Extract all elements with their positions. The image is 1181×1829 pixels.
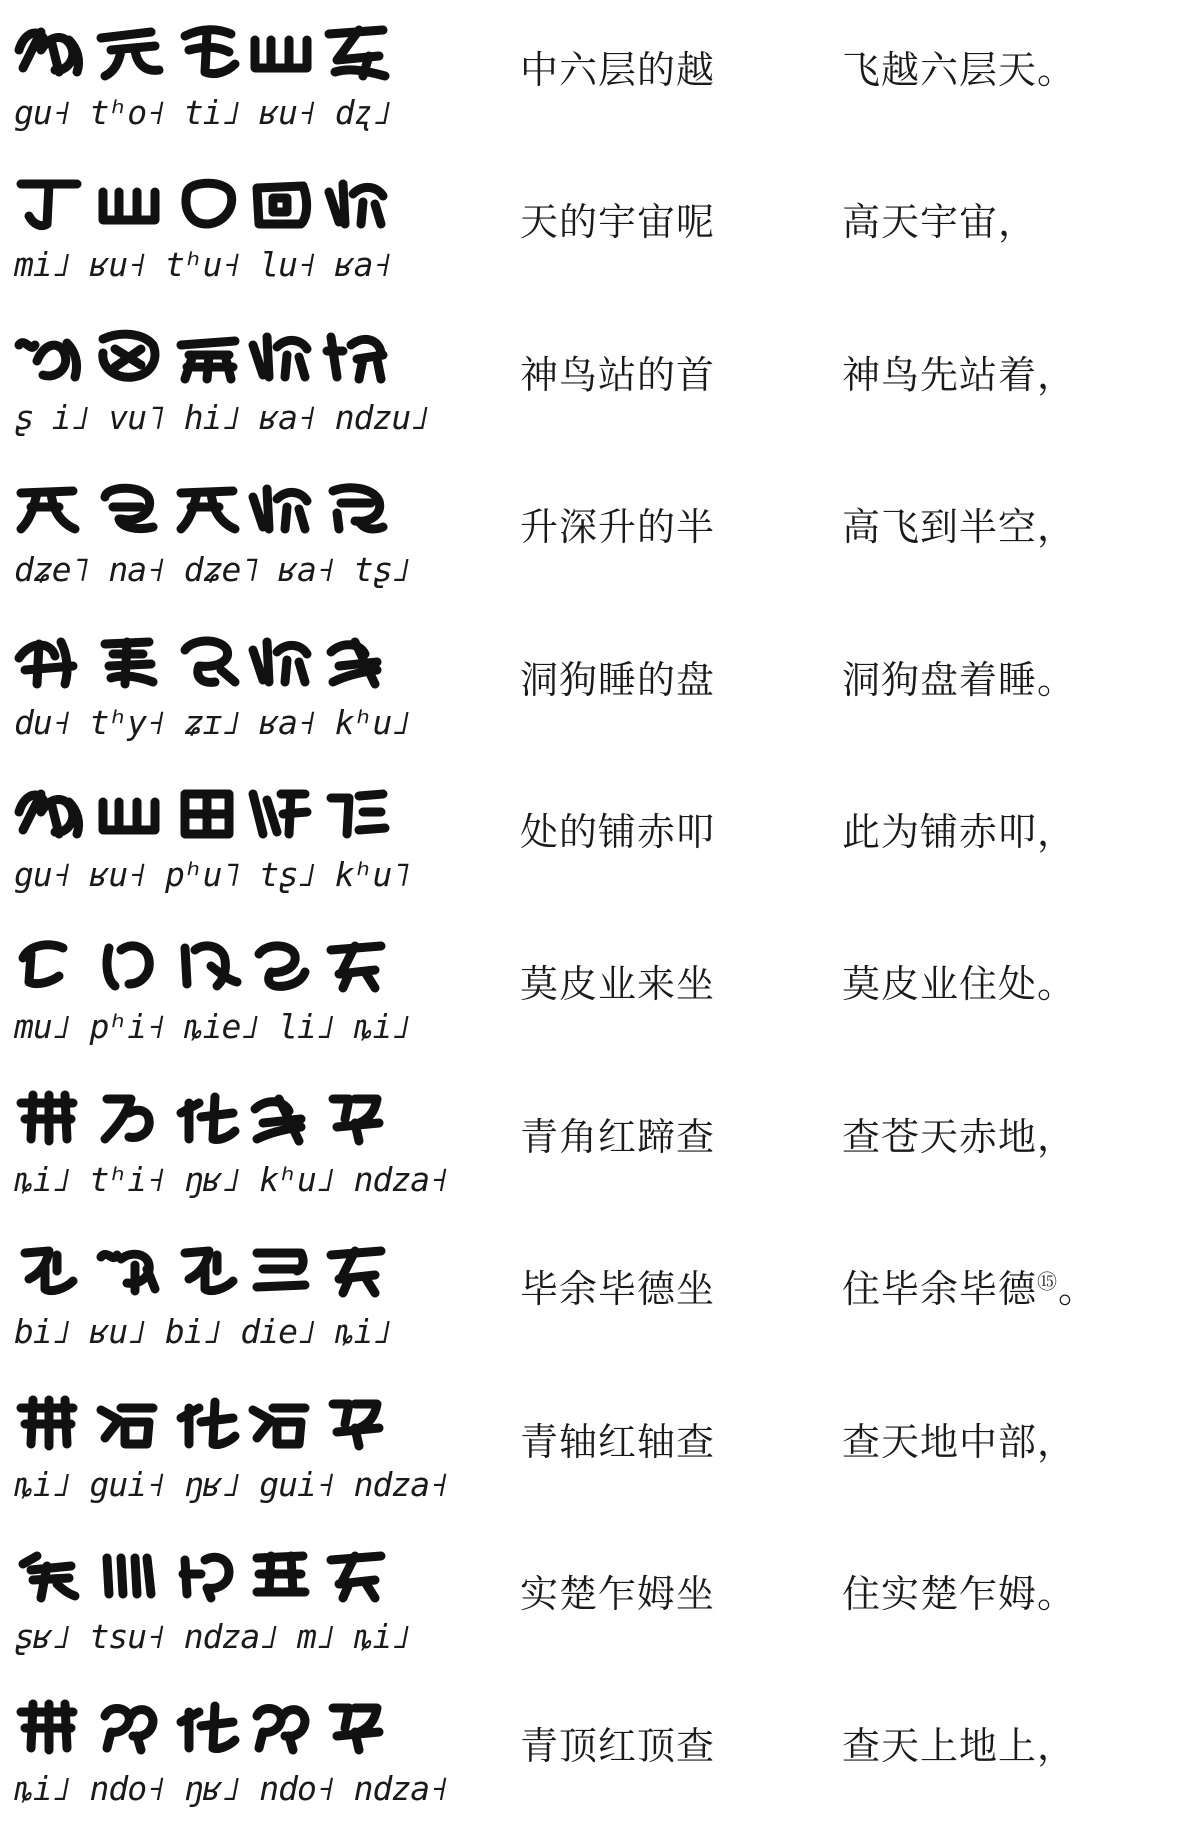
verse-row — [0, 1676, 1181, 1828]
script-glyph-line — [10, 156, 450, 240]
translation-text: 住实楚乍姆。 — [842, 1572, 1077, 1616]
script-cell — [10, 461, 450, 601]
script-cell — [10, 918, 450, 1058]
script-glyph-f — [10, 162, 88, 238]
script-glyph-l — [170, 315, 248, 391]
translation-text: 飞越六层天。 — [842, 48, 1077, 92]
script-glyph-p — [318, 467, 396, 543]
script-glyph-o — [90, 467, 168, 543]
script-glyph-bb — [318, 1534, 396, 1610]
translation-text: 莫皮业住处。 — [842, 962, 1077, 1006]
translation-text: 住毕余毕德 — [842, 1267, 1038, 1311]
phonetic-transcription: mu˩ pʰi˧ ȵie˩ li˩ ȵi˩ — [14, 1007, 411, 1046]
script-glyph-hh — [90, 1229, 168, 1305]
script-glyph-n — [10, 467, 88, 543]
literal-gloss: 神鸟站的首 — [520, 353, 716, 397]
script-glyph-cc — [10, 1077, 88, 1153]
script-glyph-ff — [318, 1686, 396, 1762]
script-glyph-line — [10, 1528, 450, 1612]
script-glyph-oo — [242, 1686, 320, 1762]
script-glyph-dd — [90, 1077, 168, 1153]
script-glyph-h — [242, 162, 320, 238]
free-translation — [842, 345, 1076, 405]
free-translation — [842, 1564, 1076, 1624]
translation-text: 高天宇宙， — [842, 200, 1038, 244]
phonetic-transcription: ȵi˩ ndo˧ ŋʁ˩ ndo˧ ndza˧ — [14, 1769, 448, 1808]
translation-text: 查苍天赤地， — [842, 1115, 1077, 1159]
script-glyph-oo — [90, 1686, 168, 1762]
script-glyph-k — [90, 315, 168, 391]
script-glyph-b — [90, 10, 168, 86]
script-glyph-bb — [318, 1229, 396, 1305]
script-glyph-i — [242, 620, 320, 696]
script-cell — [10, 1071, 450, 1211]
script-cell — [10, 1680, 450, 1820]
verse-row — [0, 0, 1181, 152]
script-glyph-cc — [10, 1382, 88, 1458]
free-translation — [842, 802, 1076, 862]
script-glyph-cc — [10, 1686, 88, 1762]
literal-gloss: 青角红蹄查 — [520, 1115, 716, 1159]
script-cell — [10, 156, 450, 296]
script-glyph-line — [10, 309, 450, 393]
script-glyph-a — [10, 10, 88, 86]
phonetic-transcription: ʂ i˩ vu˥ hi˩ ʁa˧ ndzu˩ — [14, 398, 430, 437]
script-glyph-ii — [242, 1229, 320, 1305]
translation-text: 此为铺赤叩， — [842, 810, 1077, 854]
phonetic-transcription: dʑe˥ na˧ dʑe˥ ʁa˧ tʂ˩ — [14, 550, 411, 589]
script-glyph-ee — [170, 1382, 248, 1458]
script-glyph-ff — [318, 1382, 396, 1458]
phonetic-transcription: du˧ tʰy˧ ʑɪ˩ ʁa˧ kʰu˩ — [14, 703, 411, 742]
footnote-mark[interactable]: ⑮ — [1037, 1269, 1059, 1294]
script-glyph-a — [10, 772, 88, 848]
script-glyph-mm — [170, 1534, 248, 1610]
script-glyph-line — [10, 4, 450, 88]
script-glyph-kk — [10, 1534, 88, 1610]
free-translation — [842, 1412, 1076, 1472]
verse-row — [0, 914, 1181, 1066]
script-glyph-line — [10, 1071, 450, 1155]
phonetic-transcription: ȵi˩ tʰi˧ ŋʁ˩ kʰu˩ ndza˧ — [14, 1160, 448, 1199]
script-glyph-d — [90, 162, 168, 238]
script-glyph-d — [90, 772, 168, 848]
verse-row — [0, 1524, 1181, 1676]
script-glyph-aa — [242, 924, 320, 1000]
script-glyph-d — [242, 10, 320, 86]
script-glyph-e — [318, 10, 396, 86]
phonetic-transcription: ʂʁ˩ tsu˧ ndza˩ m˩ ȵi˩ — [14, 1617, 411, 1656]
script-cell — [10, 614, 450, 754]
script-glyph-line — [10, 614, 450, 698]
verse-row — [0, 610, 1181, 762]
script-glyph-line — [10, 918, 450, 1002]
verse-row — [0, 762, 1181, 914]
free-translation — [842, 1716, 1076, 1776]
script-glyph-line — [10, 1223, 450, 1307]
script-glyph-line — [10, 1376, 450, 1460]
script-cell — [10, 766, 450, 906]
script-glyph-ee — [170, 1686, 248, 1762]
script-glyph-u — [170, 772, 248, 848]
translation-punctuation: 。 — [1058, 1267, 1098, 1311]
translation-text: 查天地中部， — [842, 1420, 1077, 1464]
script-glyph-gg — [10, 1229, 88, 1305]
free-translation — [842, 192, 1037, 252]
script-glyph-line — [10, 766, 450, 850]
free-translation — [842, 954, 1076, 1014]
verse-row — [0, 1219, 1181, 1371]
literal-gloss: 处的铺赤叩 — [520, 810, 716, 854]
script-glyph-n — [170, 467, 248, 543]
script-glyph-g — [170, 162, 248, 238]
script-glyph-ff — [318, 1077, 396, 1153]
script-cell — [10, 1223, 450, 1363]
script-glyph-ee — [170, 1077, 248, 1153]
script-glyph-t — [242, 1077, 320, 1153]
phonetic-transcription: mi˩ ʁu˧ tʰu˧ lu˧ ʁa˧ — [14, 245, 392, 284]
script-glyph-y — [90, 924, 168, 1000]
verse-row — [0, 152, 1181, 304]
verse-row — [0, 457, 1181, 609]
script-glyph-q — [10, 620, 88, 696]
script-cell — [10, 1376, 450, 1516]
literal-gloss: 毕余毕德坐 — [520, 1267, 716, 1311]
literal-gloss: 升深升的半 — [520, 505, 716, 549]
free-translation — [842, 650, 1076, 710]
phonetic-transcription: ȵi˩ gui˧ ŋʁ˩ gui˧ ndza˧ — [14, 1465, 448, 1504]
free-translation — [842, 497, 1076, 557]
literal-gloss: 青顶红顶查 — [520, 1724, 716, 1768]
free-translation — [842, 40, 1076, 100]
script-glyph-ll — [90, 1534, 168, 1610]
translation-text: 查天上地上， — [842, 1724, 1077, 1768]
script-glyph-i — [242, 467, 320, 543]
script-glyph-bb — [318, 924, 396, 1000]
translation-text: 洞狗盘着睡。 — [842, 658, 1077, 702]
script-glyph-i — [318, 162, 396, 238]
script-glyph-z — [170, 924, 248, 1000]
script-cell — [10, 309, 450, 449]
script-glyph-i — [242, 315, 320, 391]
literal-gloss: 天的宇宙呢 — [520, 200, 716, 244]
free-translation — [842, 1259, 1097, 1319]
script-glyph-w — [318, 772, 396, 848]
script-glyph-s — [170, 620, 248, 696]
phonetic-transcription: gu˧ ʁu˧ pʰu˥ tʂ˩ kʰu˥ — [14, 855, 411, 894]
script-glyph-gg — [170, 1229, 248, 1305]
script-glyph-line — [10, 1680, 450, 1764]
script-glyph-r — [90, 620, 168, 696]
script-glyph-t — [318, 620, 396, 696]
script-glyph-x — [10, 924, 88, 1000]
script-glyph-line — [10, 461, 450, 545]
literal-gloss: 洞狗睡的盘 — [520, 658, 716, 702]
script-cell — [10, 4, 450, 144]
script-glyph-jj — [90, 1382, 168, 1458]
script-glyph-jj — [242, 1382, 320, 1458]
verse-row — [0, 305, 1181, 457]
script-glyph-m — [318, 315, 396, 391]
verse-row — [0, 1067, 1181, 1219]
verse-row — [0, 1372, 1181, 1524]
phonetic-transcription: gu˧ tʰo˧ ti˩ ʁu˧ dʐ˩ — [14, 93, 392, 132]
literal-gloss: 中六层的越 — [520, 48, 716, 92]
script-glyph-j — [10, 315, 88, 391]
script-glyph-nn — [242, 1534, 320, 1610]
literal-gloss: 青轴红轴查 — [520, 1420, 716, 1464]
script-glyph-v — [242, 772, 320, 848]
script-cell — [10, 1528, 450, 1668]
script-glyph-c — [170, 10, 248, 86]
phonetic-transcription: bi˩ ʁu˩ bi˩ die˩ ȵi˩ — [14, 1312, 392, 1351]
translation-text: 神鸟先站着， — [842, 353, 1077, 397]
literal-gloss: 实楚乍姆坐 — [520, 1572, 716, 1616]
translation-text: 高飞到半空， — [842, 505, 1077, 549]
literal-gloss: 莫皮业来坐 — [520, 962, 716, 1006]
free-translation — [842, 1107, 1076, 1167]
